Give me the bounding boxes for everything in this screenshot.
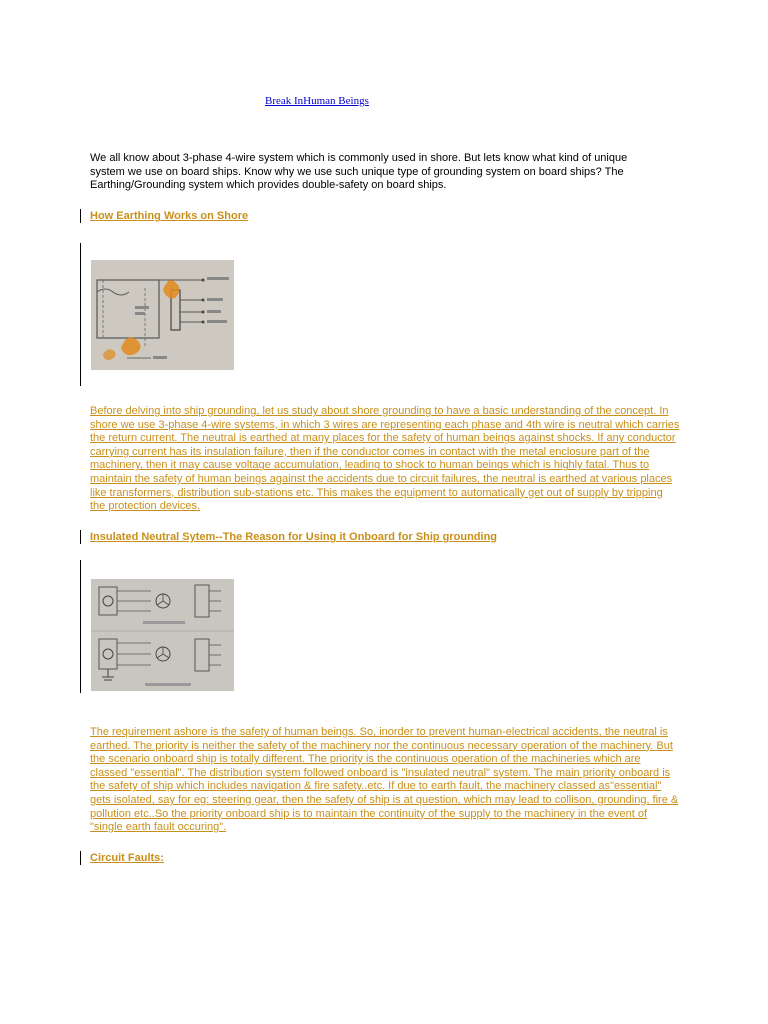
break-inhuman-beings-link[interactable]: Break InHuman Beings: [265, 95, 369, 107]
shore-earthing-diagram-image: [91, 260, 234, 370]
heading-circuit-faults[interactable]: Circuit Faults:: [80, 851, 164, 865]
heading-how-earthing-works[interactable]: How Earthing Works on Shore: [80, 209, 248, 223]
insulated-neutral-diagram-image: [91, 579, 234, 691]
insulated-neutral-paragraph[interactable]: The requirement ashore is the safety of human beings. So, inorder to prevent human-electrical accidents, the neutral is earthed. The priority is neither the safety of the machinery nor the continuous necessary operation of the machinery. But the scenario onboard ship is totally different. The priority is the continuous operation of the machineries which are classed "essential". The distribution system followed onboard is "insulated neutral" system. The main priority onboard is the safety of ship which includes navigation & fire safety..etc. If due to earth fault, the machinery classed as"essential" gets isolated, say for eg: steering gear, then the safety of ship is at question, which may lead to collison, grounding, fire & pollution etc..So the priority onboard ship is to maintain the continuity of the supply to the machinery in the event of "single earth fault occuring".: [90, 726, 679, 834]
intro-paragraph: We all know about 3-phase 4-wire system which is commonly used in shore. But lets know what kind of unique system we use on board ships. Know why we use such unique type of grounding system on board ships? The Earthing/Grounding system which provides double-safety on board ships.: [90, 152, 628, 191]
insulated-neutral-figure: [80, 560, 81, 693]
shore-earthing-figure: [80, 243, 81, 386]
heading-insulated-neutral-system[interactable]: Insulated Neutral Sytem--The Reason for Using it Onboard for Ship grounding: [80, 530, 497, 544]
shore-earthing-paragraph[interactable]: Before delving into ship grounding, let us study about shore grounding to have a basic understanding of the concept. In shore we use 3-phase 4-wire systems, in which 3 wires are representing each phase and 4th wire is neutral which carries the return current. The neutral is earthed at many places for the safety of human beings against shocks. If any conductor carrying current has its insulation failure, then if the conductor comes in contact with the metal enclosure part of the machinery, then it may cause voltage accumulation, leading to shock to human beings which is highly fatal. Thus to maintain the safety of human beings against the accidents due to circuit failures, the neutral is earthed at various places like transformers, distribution sub-stations etc. This makes the equipment to automatically get out of supply by tripping the protection devices.: [90, 405, 680, 513]
